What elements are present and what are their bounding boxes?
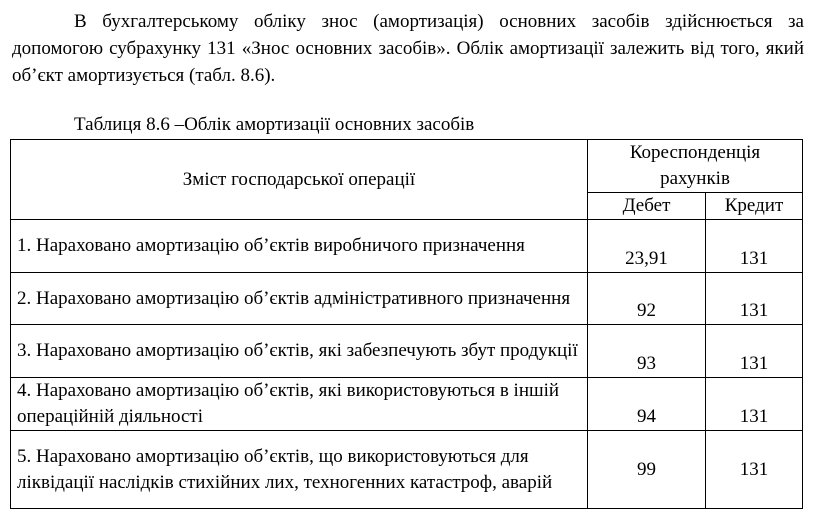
credit-cell: 131 xyxy=(706,220,803,273)
header-operation: Зміст господарської операції xyxy=(11,140,588,220)
debit-cell: 94 xyxy=(588,378,706,431)
operation-cell: 2. Нараховано амортизацію об’єктів адміністративного призначення xyxy=(11,273,588,325)
header-correspondence: Кореспонденція рахунків xyxy=(588,140,803,193)
table-row xyxy=(11,273,803,325)
credit-cell: 131 xyxy=(706,325,803,378)
operation-cell: 4. Нараховано амортизацію об’єктів, які використовуються в іншій операційній діяльності xyxy=(11,378,588,431)
header-debit: Дебет xyxy=(588,193,706,220)
header-credit: Кредит xyxy=(706,193,803,220)
credit-cell: 131 xyxy=(706,431,803,509)
intro-paragraph: В бухгалтерському обліку знос (амортизація) основних засобів здійснюється за допомогою субрахунку 131 «Знос основних засобів». Облік амортизації залежить від того, який об’єкт амортизується (табл. 8.6). xyxy=(12,11,804,86)
operation-cell: 3. Нараховано амортизацію об’єктів, які забезпечують збут продукції xyxy=(11,325,588,378)
debit-cell: 99 xyxy=(588,431,706,509)
table-row xyxy=(11,378,803,431)
operation-cell: 5. Нараховано амортизацію об’єктів, що використовуються для ліквідації наслідків стихійних лих, техногенних катастроф, аварій xyxy=(11,431,588,509)
credit-cell: 131 xyxy=(706,378,803,431)
operation-cell: 1. Нараховано амортизацію об’єктів виробничого призначення xyxy=(11,220,588,273)
credit-cell: 131 xyxy=(706,273,803,325)
table-row xyxy=(11,325,803,378)
debit-cell: 92 xyxy=(588,273,706,325)
debit-cell: 23,91 xyxy=(588,220,706,273)
table-caption: Таблиця 8.6 –Облік амортизації основних засобів xyxy=(74,114,475,135)
table-row xyxy=(11,220,803,273)
amortization-table xyxy=(10,139,803,509)
debit-cell: 93 xyxy=(588,325,706,378)
table-row xyxy=(11,431,803,509)
